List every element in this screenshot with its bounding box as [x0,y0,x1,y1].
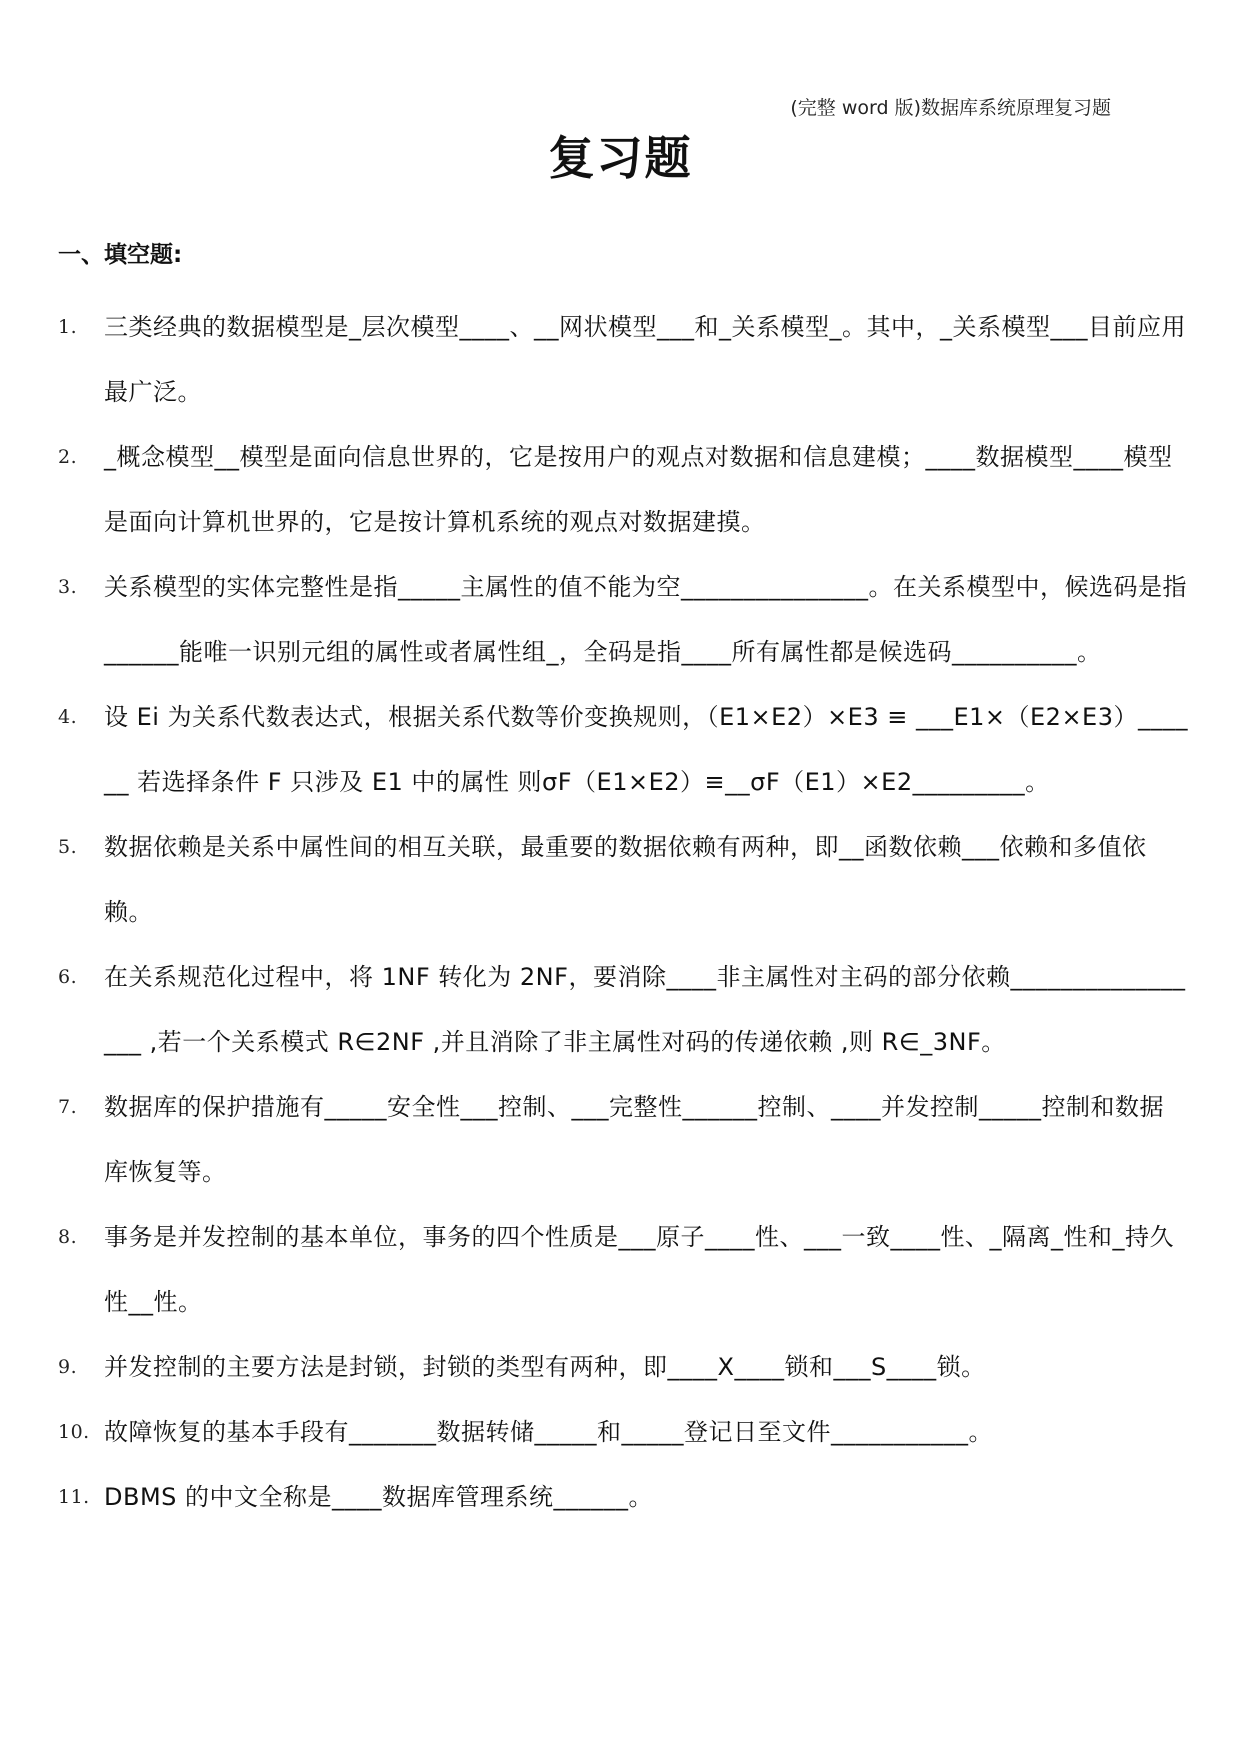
question-text: _概念模型__模型是面向信息世界的，它是按用户的观点对数据和信息建模；____数据模型____模型是面向计算机世界的，它是按计算机系统的观点对数据建摸。 [104,443,1173,536]
question-item [58,1075,1188,1205]
question-item [58,1400,1188,1465]
question-item [58,945,1188,1075]
question-item [58,1335,1188,1400]
question-text: 并发控制的主要方法是封锁，封锁的类型有两种，即____X____锁和___S____锁。 [104,1353,986,1381]
question-text: 三类经典的数据模型是_层次模型____、__网状模型___和_关系模型_。其中，_关系模型___目前应用最广泛。 [104,313,1186,406]
question-number: 6. [58,966,78,988]
question-item [58,555,1188,685]
question-text: DBMS 的中文全称是____数据库管理系统______。 [104,1483,654,1511]
question-text: 在关系规范化过程中，将 1NF 转化为 2NF，要消除____非主属性对主码的部分依赖_________________ ,若一个关系模式 R∈2NF ,并且消除了非主属性对码的传递依赖 ,则 R∈_3NF。 [104,963,1186,1056]
question-number: 5. [58,836,78,858]
question-item [58,1465,1188,1530]
question-text: 数据库的保护措施有_____安全性___控制、___完整性______控制、____并发控制_____控制和数据库恢复等。 [104,1093,1164,1186]
question-number: 8. [58,1226,78,1248]
question-number: 10. [58,1421,90,1443]
question-text: 关系模型的实体完整性是指_____主属性的值不能为空_______________。在关系模型中，候选码是指______能唯一识别元组的属性或者属性组_，全码是指____所有属性都是候选码__________。 [104,573,1187,666]
question-number: 9. [58,1356,78,1378]
question-item [58,1205,1188,1335]
question-number: 4. [58,706,78,728]
page-title: 复习题 [548,131,693,185]
question-number: 11. [58,1486,90,1508]
question-text: 事务是并发控制的基本单位，事务的四个性质是___原子____性、___一致____性、_隔离_性和_持久性__性。 [104,1223,1174,1316]
question-number: 1. [58,316,78,338]
question-item [58,815,1188,945]
question-number: 7. [58,1096,78,1118]
question-text: 数据依赖是关系中属性间的相互关联，最重要的数据依赖有两种，即__函数依赖___依赖和多值依赖。 [104,833,1147,926]
question-text: 故障恢复的基本手段有_______数据转储_____和_____登记日至文件___________。 [104,1418,993,1446]
question-number: 2. [58,446,78,468]
question-text: 设 Ei 为关系代数表达式，根据关系代数等价变换规则，（E1×E2）×E3 ≡ ___E1×（E2×E3）______ 若选择条件 F 只涉及 E1 中的属性 则σF（E1×E2）≡__σF（E1）×E2_________。 [104,703,1188,796]
section-heading: 一、填空题: [58,242,183,268]
question-number: 3. [58,576,78,598]
question-item [58,425,1188,555]
header-note: (完整 word 版)数据库系统原理复习题 [790,97,1111,119]
question-list [58,295,1188,1530]
question-item [58,685,1188,815]
question-item [58,295,1188,425]
